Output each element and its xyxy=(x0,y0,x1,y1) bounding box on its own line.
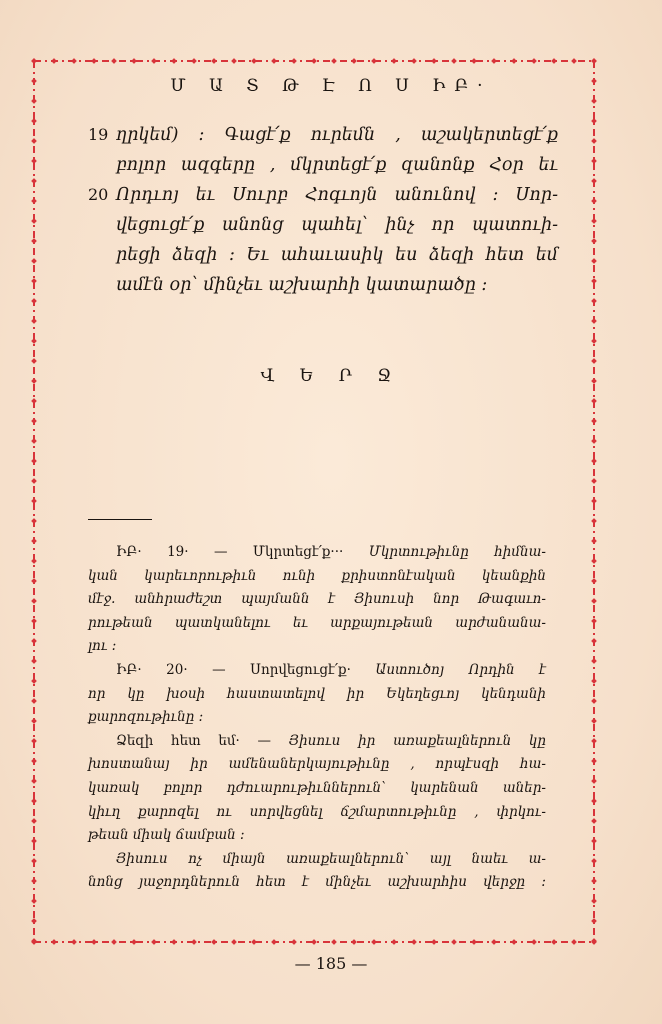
footnote-line xyxy=(88,753,546,777)
border-ornament xyxy=(31,638,37,644)
border-ornament xyxy=(451,58,457,64)
border-ornament xyxy=(591,478,597,484)
border-ornament xyxy=(31,758,37,764)
verse-number: 19 xyxy=(88,125,109,144)
border-ornament xyxy=(591,398,597,404)
border-ornament xyxy=(311,58,317,64)
border-ornament xyxy=(171,58,177,64)
border-ornament xyxy=(211,58,217,64)
border-ornament xyxy=(31,658,37,664)
border-ornament xyxy=(31,338,37,344)
border-ornament xyxy=(31,238,37,244)
footnote-text: լու ։ xyxy=(88,638,117,655)
footnote-line xyxy=(88,659,546,683)
footnote-line xyxy=(88,612,546,636)
border-ornament xyxy=(591,318,597,324)
verse-line xyxy=(88,270,558,300)
footnote-line xyxy=(88,871,546,895)
footnote-text: թեան միակ ճամբան ։ xyxy=(88,827,245,844)
border-ornament xyxy=(191,939,197,945)
border-ornament xyxy=(51,939,57,945)
border-ornament xyxy=(371,58,377,64)
footnote-text: քարոզութիւնը ։ xyxy=(88,709,204,726)
border-ornament xyxy=(31,118,37,124)
scripture-text xyxy=(88,120,558,300)
border-ornament xyxy=(451,939,457,945)
verse-text: ամէն օր՝ մինչեւ աշխարհի կատարածը ։ xyxy=(116,275,488,295)
border-ornament xyxy=(31,258,37,264)
border-ornament xyxy=(91,58,97,64)
border-ornament xyxy=(231,939,237,945)
footnote-reference: ԻԲ· 20· — Սորվեցուցէ՛ք· xyxy=(116,661,376,678)
footnote-line xyxy=(88,706,546,730)
border-ornament xyxy=(431,58,437,64)
verse-text: ղրկեմ) ։ Գացէ՛ք ուրեմն , աշակերտեցէ՛ք xyxy=(116,125,558,145)
verse-text: Որդւոյ եւ Սուրբ Հոգւոյն անունով ։ Սոր- xyxy=(116,185,558,205)
border-ornament xyxy=(31,598,37,604)
footnote-reference: ԻԲ· 19· — Մկրտեցէ՛ք··· xyxy=(116,544,369,560)
border-ornament xyxy=(591,418,597,424)
border-ornament xyxy=(91,939,97,945)
footnote-line xyxy=(88,777,546,801)
border-ornament xyxy=(31,939,37,945)
border-ornament xyxy=(151,939,157,945)
border-ornament xyxy=(571,58,577,64)
border-ornament xyxy=(591,918,597,924)
border-ornament xyxy=(491,939,497,945)
border-ornament xyxy=(511,58,517,64)
border-ornament xyxy=(351,939,357,945)
border-ornament xyxy=(131,58,137,64)
border-ornament xyxy=(591,798,597,804)
border-ornament xyxy=(31,198,37,204)
footnote-line xyxy=(88,824,546,848)
border-ornament xyxy=(591,138,597,144)
border-ornament xyxy=(31,498,37,504)
border-ornament xyxy=(71,58,77,64)
border-ornament xyxy=(31,58,37,64)
border-ornament xyxy=(591,578,597,584)
border-ornament xyxy=(591,878,597,884)
border-ornament xyxy=(351,58,357,64)
border-ornament xyxy=(31,458,37,464)
border-ornament xyxy=(71,939,77,945)
border-ornament xyxy=(211,939,217,945)
footnote-line xyxy=(88,683,546,707)
verse-line xyxy=(88,120,558,150)
border-ornament xyxy=(31,538,37,544)
border-ornament xyxy=(31,778,37,784)
border-ornament xyxy=(531,939,537,945)
border-ornament xyxy=(31,58,37,64)
border-ornament xyxy=(31,938,37,944)
border-ornament xyxy=(591,558,597,564)
border-ornament xyxy=(331,939,337,945)
footnote-text: Յիսուս իր առաքեալներուն կը xyxy=(288,732,546,749)
border-ornament xyxy=(591,158,597,164)
border-ornament xyxy=(591,178,597,184)
footnote-separator xyxy=(88,519,152,520)
border-ornament xyxy=(551,58,557,64)
border-ornament xyxy=(471,58,477,64)
border-ornament xyxy=(591,618,597,624)
border-ornament xyxy=(31,898,37,904)
border-ornament xyxy=(591,938,597,944)
border-ornament xyxy=(591,238,597,244)
border-ornament xyxy=(591,458,597,464)
border-ornament xyxy=(591,498,597,504)
border-ornament xyxy=(591,218,597,224)
footnote-text: Մկրտութիւնը հիմնա- xyxy=(368,544,546,560)
running-header: Մ Ա Տ Թ Է Ո Ս ԻԲ· xyxy=(170,76,492,96)
border-ornament xyxy=(591,838,597,844)
border-ornament xyxy=(591,858,597,864)
border-ornament xyxy=(591,598,597,604)
border-ornament xyxy=(411,939,417,945)
border-ornament xyxy=(51,58,57,64)
border-ornament xyxy=(31,618,37,624)
footnote-text: որ կը խօսի հաստատելով իր Եկեղեցւոյ կենդանի xyxy=(88,685,546,702)
border-ornament xyxy=(291,939,297,945)
footnote-line xyxy=(88,588,546,612)
border-ornament xyxy=(171,939,177,945)
border-ornament xyxy=(31,678,37,684)
footnote-reference: Ձեզի հետ եմ· — xyxy=(116,732,289,749)
border-ornament xyxy=(471,939,477,945)
footnote-line xyxy=(88,541,546,565)
border-ornament xyxy=(31,298,37,304)
border-ornament xyxy=(591,258,597,264)
border-ornament xyxy=(251,58,257,64)
border-ornament xyxy=(31,478,37,484)
border-ornament xyxy=(491,58,497,64)
footnote-line xyxy=(88,730,546,754)
verse-text: վեցուցէ՛ք անոնց պահել՝ ինչ որ պատուի- xyxy=(116,215,558,235)
page-number: — 185 — xyxy=(294,954,368,973)
footnote-line xyxy=(88,635,546,659)
verse-text: բոլոր ազգերը , մկրտեցէ՛ք զանոնք Հօր եւ xyxy=(116,155,558,175)
border-ornament xyxy=(311,939,317,945)
border-ornament xyxy=(271,939,277,945)
footnote-text: կան կարեւորութիւն ունի քրիստոնէական կեանքին xyxy=(88,567,546,584)
border-ornament xyxy=(591,758,597,764)
border-ornament xyxy=(591,198,597,204)
border-ornament xyxy=(371,939,377,945)
border-ornament xyxy=(591,98,597,104)
footnote-line xyxy=(88,565,546,589)
footnote-text: կիւղ քարոզել ու սորվեցնել ճշմարտութիւնը , փրկու- xyxy=(88,803,546,820)
border-ornament xyxy=(31,858,37,864)
footnote-text: նոնց յաջորդներուն հետ է մինչեւ աշխարհիս վերջը ։ xyxy=(88,874,546,891)
border-ornament xyxy=(31,418,37,424)
verse-line xyxy=(88,210,558,240)
border-ornament xyxy=(31,318,37,324)
border-ornament xyxy=(571,939,577,945)
border-ornament xyxy=(31,838,37,844)
border-ornament xyxy=(131,939,137,945)
border-ornament xyxy=(531,58,537,64)
border-ornament xyxy=(591,438,597,444)
footnote-text: խոստանայ իր ամենաներկայութիւնը , որպէսզի հա- xyxy=(88,756,546,773)
border-ornament xyxy=(591,678,597,684)
border-ornament xyxy=(31,918,37,924)
border-ornament xyxy=(31,518,37,524)
border-ornament xyxy=(591,658,597,664)
border-ornament xyxy=(291,58,297,64)
border-ornament xyxy=(591,898,597,904)
border-ornament xyxy=(591,738,597,744)
border-ornament xyxy=(31,558,37,564)
border-ornament xyxy=(31,218,37,224)
border-ornament xyxy=(31,798,37,804)
verse-line xyxy=(88,150,558,180)
border-ornament xyxy=(31,158,37,164)
border-ornament xyxy=(251,939,257,945)
footnotes xyxy=(88,541,546,895)
footnote-line xyxy=(88,848,546,872)
border-ornament xyxy=(271,58,277,64)
border-ornament xyxy=(111,939,117,945)
border-ornament xyxy=(31,278,37,284)
border-ornament xyxy=(391,58,397,64)
border-ornament xyxy=(591,718,597,724)
border-ornament xyxy=(31,178,37,184)
border-ornament xyxy=(191,58,197,64)
border-ornament xyxy=(591,638,597,644)
border-ornament xyxy=(31,718,37,724)
verse-line xyxy=(88,180,558,210)
footnote-text: Յիսուս ոչ միայն առաքեալներուն՝ այլ նաեւ ա- xyxy=(116,850,546,867)
border-ornament xyxy=(591,538,597,544)
border-ornament xyxy=(591,338,597,344)
border-ornament xyxy=(591,58,597,64)
footnote-line xyxy=(88,801,546,825)
border-ornament xyxy=(591,939,597,945)
border-ornament xyxy=(591,278,597,284)
border-ornament xyxy=(31,358,37,364)
border-ornament xyxy=(31,818,37,824)
footnote-text: մէջ. անհրաժեշտ պայմանն է Յիսուսի նոր Թագաւո- xyxy=(88,591,546,608)
verse-line xyxy=(88,240,558,270)
border-ornament xyxy=(591,298,597,304)
border-ornament xyxy=(31,398,37,404)
border-ornament xyxy=(411,58,417,64)
border-ornament xyxy=(591,358,597,364)
border-ornament xyxy=(31,578,37,584)
border-ornament xyxy=(331,58,337,64)
border-ornament xyxy=(431,939,437,945)
border-ornament xyxy=(31,878,37,884)
border-ornament xyxy=(591,118,597,124)
border-ornament xyxy=(31,438,37,444)
border-ornament xyxy=(591,698,597,704)
border-ornament xyxy=(551,939,557,945)
border-ornament xyxy=(391,939,397,945)
border-ornament xyxy=(591,58,597,64)
border-ornament xyxy=(591,518,597,524)
verse-number: 20 xyxy=(88,185,109,204)
border-ornament xyxy=(151,58,157,64)
border-ornament xyxy=(111,58,117,64)
border-ornament xyxy=(511,939,517,945)
border-ornament xyxy=(31,738,37,744)
border-ornament xyxy=(591,778,597,784)
footnote-text: Աստուծոյ Որդին է xyxy=(375,661,546,678)
border-ornament xyxy=(591,818,597,824)
verse-text: րեցի ձեզի ։ Եւ ահաւասիկ ես ձեզի հետ եմ xyxy=(116,245,558,265)
border-ornament xyxy=(31,138,37,144)
section-end-title: Վ Ե Ր Ջ xyxy=(260,366,402,386)
footnote-text: րութեան պատկանելու եւ արքայութեան արժանանա- xyxy=(88,614,546,631)
footnote-text: կառակ բոլոր դժուարութիւններուն՝ կարենան աներ- xyxy=(88,779,546,796)
border-ornament xyxy=(231,58,237,64)
border-ornament xyxy=(31,698,37,704)
border-ornament xyxy=(31,98,37,104)
